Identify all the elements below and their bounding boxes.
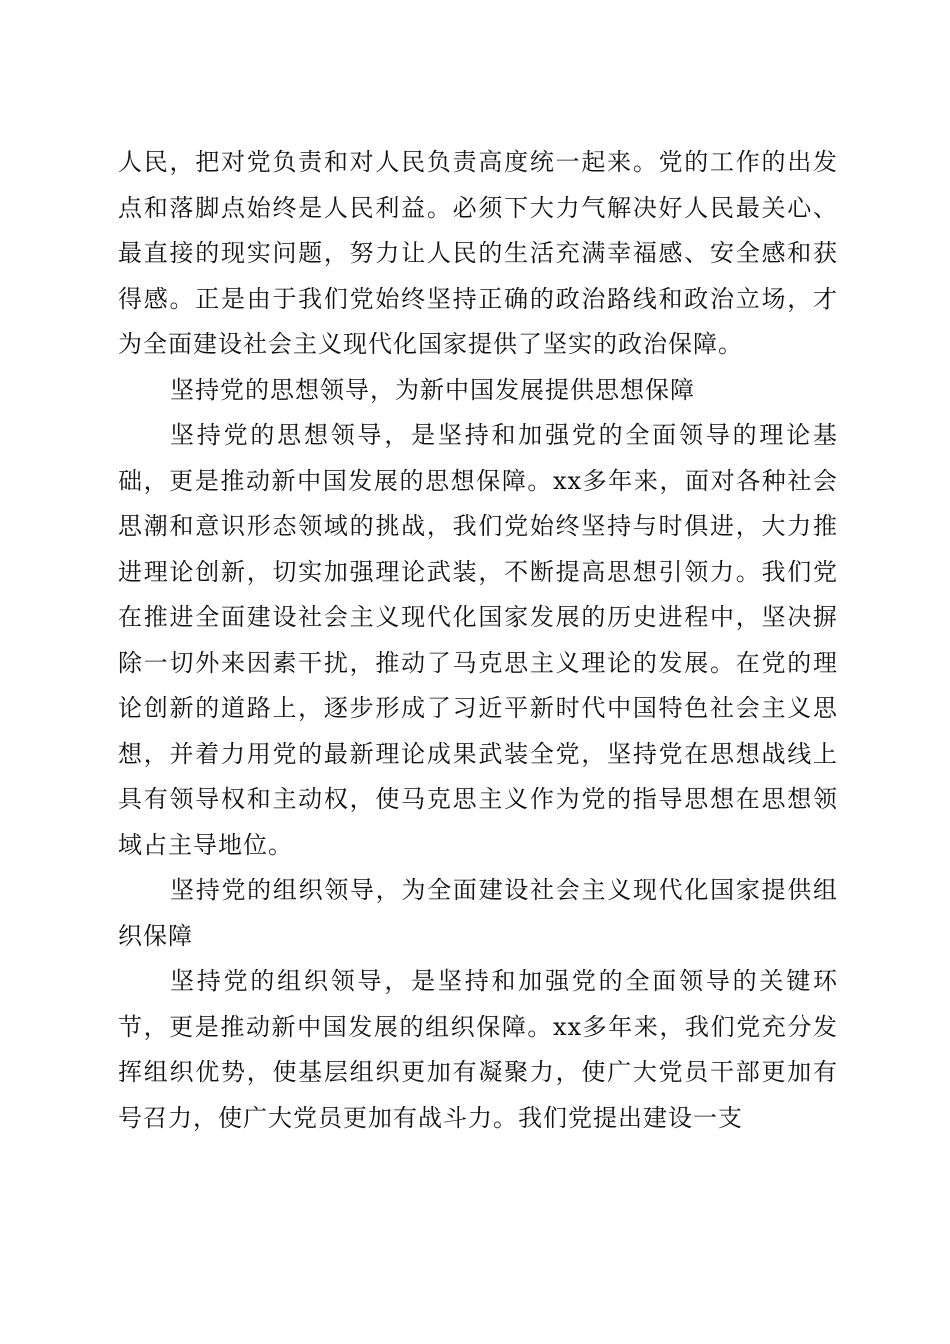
heading-organizational-leadership: 坚持党的组织领导，为全面建设社会主义现代化国家提供组织保障	[118, 876, 838, 950]
document-page	[118, 140, 838, 1141]
paragraph-political-guarantee-ending: 人民，把对党负责和对人民负责高度统一起来。党的工作的出发点和落脚点始终是人民利益。必须下大力气解决好人民最关心、最直接的现实问题，努力让人民的生活充满幸福感、安全感和获得感。正是由于我们党始终坚持正确的政治路线和政治立场，才为全面建设社会主义现代化国家提供了坚实的政治保障。	[118, 148, 838, 358]
paragraph-ideological-leadership: 坚持党的思想领导，是坚持和加强党的全面领导的理论基础，更是推动新中国发展的思想保障。xx多年来，面对各种社会思潮和意识形态领域的挑战，我们党始终坚持与时俱进，大力推进理论创新，切实加强理论武装，不断提高思想引领力。我们党在推进全面建设社会主义现代化国家发展的历史进程中，坚决摒除一切外来因素干扰，推动了马克思主义理论的发展。在党的理论创新的道路上，逐步形成了习近平新时代中国特色社会主义思想，并着力用党的最新理论成果武装全党，坚持党在思想战线上具有领导权和主动权，使马克思主义作为党的指导思想在思想领域占主导地位。	[118, 421, 838, 859]
paragraph-organizational-leadership: 坚持党的组织领导，是坚持和加强党的全面领导的关键环节，更是推动新中国发展的组织保障。xx多年来，我们党充分发挥组织优势，使基层组织更加有凝聚力，使广大党员干部更加有号召力，使广大党员更加有战斗力。我们党提出建设一支	[118, 967, 838, 1132]
heading-ideological-leadership: 坚持党的思想领导，为新中国发展提供思想保障	[170, 375, 695, 404]
